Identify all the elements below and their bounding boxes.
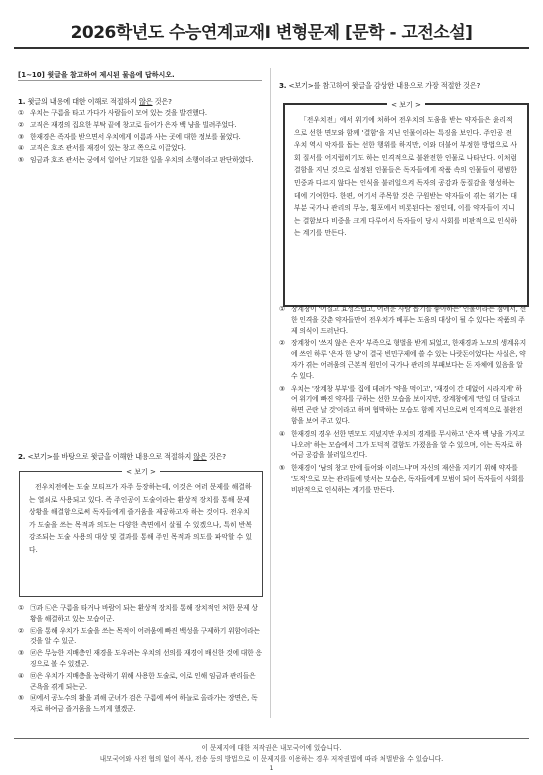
- option-1[interactable]: [18, 603, 262, 625]
- option-text: 한재경의 경우 선한 면모도 지녔지만 우치의 경계를 무시하고 '은자 백 냥을 가지고 나오려' 하는 모습에서 그가 도덕적 결함도 가졌음을 알 수 있으며, 이는 독자로 하여금 공감을 불러일으킨다.: [291, 429, 525, 460]
- question-1-options: [18, 108, 262, 166]
- question-2-box: [19, 468, 263, 597]
- option-number: ②: [279, 339, 285, 348]
- page-title: 2026학년도 수능연계교재Ⅰ 변형문제 [문학 - 고전소설]: [70, 23, 473, 43]
- option-text: 우치는 '장계창 부부'를 집에 데려가 '약을 먹이고', '재경이 간 데없어 시라지게' 하여 위기에 빠진 약자를 구하는 선한 모습을 보이지만, 장계창에게 '만일 더 달라고 하면 곤란 날 것'이라고 하며 협박하는 모습도 함께 지닌으로써 인격적으로 불완전함을 보여 주고 있다.: [291, 384, 523, 425]
- header-rule: [14, 47, 529, 49]
- option-number: ①: [279, 305, 285, 313]
- option-number: ④: [18, 144, 24, 153]
- question-1-number: 1.: [18, 97, 26, 106]
- option-3[interactable]: [279, 384, 527, 427]
- option-number: ④: [18, 671, 24, 680]
- copyright-line-1: 이 문제지에 대한 저작권은 내모국어에 있습니다.: [201, 744, 342, 752]
- option-2[interactable]: [18, 626, 262, 648]
- option-text: 우치는 구름을 타고 가다가 사람들이 모여 있는 것을 발견했다.: [30, 109, 207, 117]
- option-4[interactable]: [279, 429, 527, 461]
- option-text: 장계창이 '쓰지 않은 은자' 부족으로 형벌을 받게 되었고, 한재경과 노모의 생계유지에 쓰인 하루 '은자 한 냥'이 결국 빈민구제에 쓸 수 있는 나랏돈이었다는 사실은, 약자가 겪는 어려움의 근본적 원인이 국가나 관리의 부패보다는 돈 자체에 있음을 알 수 있다.: [291, 339, 526, 380]
- option-text: ㉤은 우치가 지배층을 농락하기 위해 사용한 도술로, 이로 인해 임금과 관리들은 곤욕을 겪게 되는군.: [30, 671, 256, 691]
- option-4[interactable]: [18, 671, 262, 693]
- question-3: [279, 302, 527, 496]
- option-number: ②: [18, 120, 24, 129]
- option-text: 고직은 재경의 집요한 부탁 끝에 창고로 들어가 은자 백 냥을 빌려주었다.: [30, 120, 237, 129]
- box-label: < 보기 >: [122, 468, 160, 476]
- option-number: ①: [18, 109, 24, 117]
- copyright-line-2: 내모국어와 사전 협의 없이 복사, 전송 등의 방법으로 이 문제지를 이용하는 경우 저작권법에 따라 처벌받을 수 있습니다.: [99, 755, 444, 763]
- option-number: ⑤: [279, 464, 285, 473]
- question-3-stem: 3. <보기>를 참고하여 윗글을 감상한 내용으로 가장 적절한 것은?: [279, 81, 481, 90]
- option-text: 장계창이 '어질고 효성스럽고, 어려운 사람 돕기를 좋아하는' 인물이라는 점에서, 선한 인격을 갖춘 약자들만이 전우치가 베푸는 도움의 대상이 될 수 있다는 작품의 주제 의식이 드러난다.: [291, 305, 526, 335]
- option-text: 한재경은 족자를 받으면서 우치에게 이름과 사는 곳에 대한 정보를 물었다.: [30, 132, 241, 141]
- option-text: ㉣은 무능한 지배층인 재경을 도우려는 우치의 선의를 재경이 배신한 것에 대한 응징으로 볼 수 있겠군.: [30, 649, 262, 668]
- instruction: [1~10] 윗글을 참고하여 제시된 물음에 답하시오.: [18, 71, 175, 79]
- option-2[interactable]: [18, 120, 262, 131]
- question-2-stem: 2. <보기>를 바탕으로 윗글을 이해한 내용으로 적절하지 않은 것은?: [18, 452, 226, 461]
- question-2-box-text: 전우치전에는 도술 모티프가 자주 등장하는데, 이것은 여러 문제를 해결하는 열쇠로 사용되고 있다. 즉 주인공이 도술이라는 환상적 장치를 통해 문제 상황을 해결함으로써 독자들에게 즐거움을 제공하고자 하는 것이다. 전우치가 도술을 쓰는 목적과 의도는 다양한 측면에서 살필 수 있겠으나, 특히 반복강조되는 도술 사용의 대상 및 결과를 통해 주인 목적과 의도를 파악할 수 있다.: [29, 483, 252, 554]
- option-text: ㉢을 통해 우치가 도술을 쓰는 목적이 어려움에 빠진 백성을 구제하기 위함이라는 것을 알 수 있군.: [30, 626, 260, 646]
- option-text: 고직은 호조 관서를 재경이 있는 창고 쪽으로 이끌었다.: [30, 144, 186, 153]
- question-3-options: [279, 304, 527, 496]
- question-3-number: 3.: [279, 81, 287, 90]
- question-2-stem-wrap: [18, 451, 262, 462]
- option-number: ③: [18, 132, 24, 141]
- option-5[interactable]: [18, 693, 262, 715]
- box-label: < 보기 >: [387, 101, 425, 109]
- option-text: ㉠과 ㉡은 구름을 타거나 바람이 되는 환상적 장치를 통해 장치적인 처한 문제 상황을 해결하고 있는 모습이군.: [30, 604, 258, 623]
- question-3-box-text: 「전우치전」에서 위기에 처하여 전우치의 도움을 받는 약자들은 윤리적으로 선한 면모와 함께 '결함'을 지닌 인물이라는 특징을 보인다. 주인공 전우치 역시 악자를 돕는 선한 행위를 하지만, 이와 더불어 부정한 방법으로 사회 질서를 어지럽히기도 하는 인격적으로 불완전한 인물로 나타난다. 이처럼 결함을 지닌 것으로 설정된 인물들은 독자들에게 작품 속의 인물들이 평범한 민중과 다르지 않다는 인식을 불러일으켜 독자의 공감과 동질감을 형성하는 데에 기여한다. 한편, 여기서 주목할 것은 구원받는 약자들이 겪는 위기는 대부분 국가나 관리의 무능, 횡포에서 비롯된다는 점인데, 이를 약자들이 지니는 결함보다 비중을 크게 다루어서 독자들이 당시 사회를 비판적으로 인식하는 계기를 만든다.: [294, 116, 517, 238]
- option-number: ③: [18, 649, 24, 658]
- option-text: 한재경이 '남의 창고 안에 들어와 이러느냐'며 자신의 재산을 지키기 위해 약자를 '도적'으로 모는 관리들에 맞서는 모습은, 독자들에게 모범이 되어 독자들이 사회를 비판적으로 인식하는 계기를 만든다.: [291, 464, 525, 494]
- option-number: ④: [279, 429, 285, 438]
- option-number: ①: [18, 604, 24, 612]
- question-1-stem: 1. 윗글의 내용에 대한 이해로 적절하지 않은 것은?: [18, 97, 172, 106]
- question-3-stem-wrap: [279, 80, 527, 91]
- question-2: [18, 602, 262, 715]
- page-number: 1: [269, 765, 274, 772]
- option-5[interactable]: [18, 155, 262, 166]
- option-number: ③: [279, 384, 285, 393]
- question-1: [18, 96, 262, 166]
- footer-rule: [14, 738, 529, 739]
- option-2[interactable]: [279, 338, 527, 381]
- question-2-options: [18, 603, 262, 715]
- option-number: ②: [18, 626, 24, 635]
- option-3[interactable]: [18, 648, 262, 670]
- question-2-number: 2.: [18, 452, 26, 461]
- option-1[interactable]: [279, 304, 527, 336]
- option-4[interactable]: [18, 143, 262, 154]
- option-number: ⑤: [18, 156, 24, 165]
- option-1[interactable]: [18, 108, 262, 119]
- option-3[interactable]: [18, 132, 262, 143]
- option-text: 임금과 호조 관서는 궁에서 일어난 기묘한 일을 우치의 소행이라고 판단하였다.: [30, 156, 254, 165]
- column-divider: [270, 68, 271, 718]
- option-text: ㉥에서 공노수의 활을 괴해 군녀가 검은 구름에 싸여 하늘로 올라가는 장면은, 독자로 하여금 즐거움을 느끼게 했겠군.: [30, 694, 258, 714]
- instruction-rule: [18, 80, 262, 81]
- option-5[interactable]: [279, 463, 527, 495]
- question-3-box: [283, 103, 529, 307]
- option-number: ⑤: [18, 694, 24, 703]
